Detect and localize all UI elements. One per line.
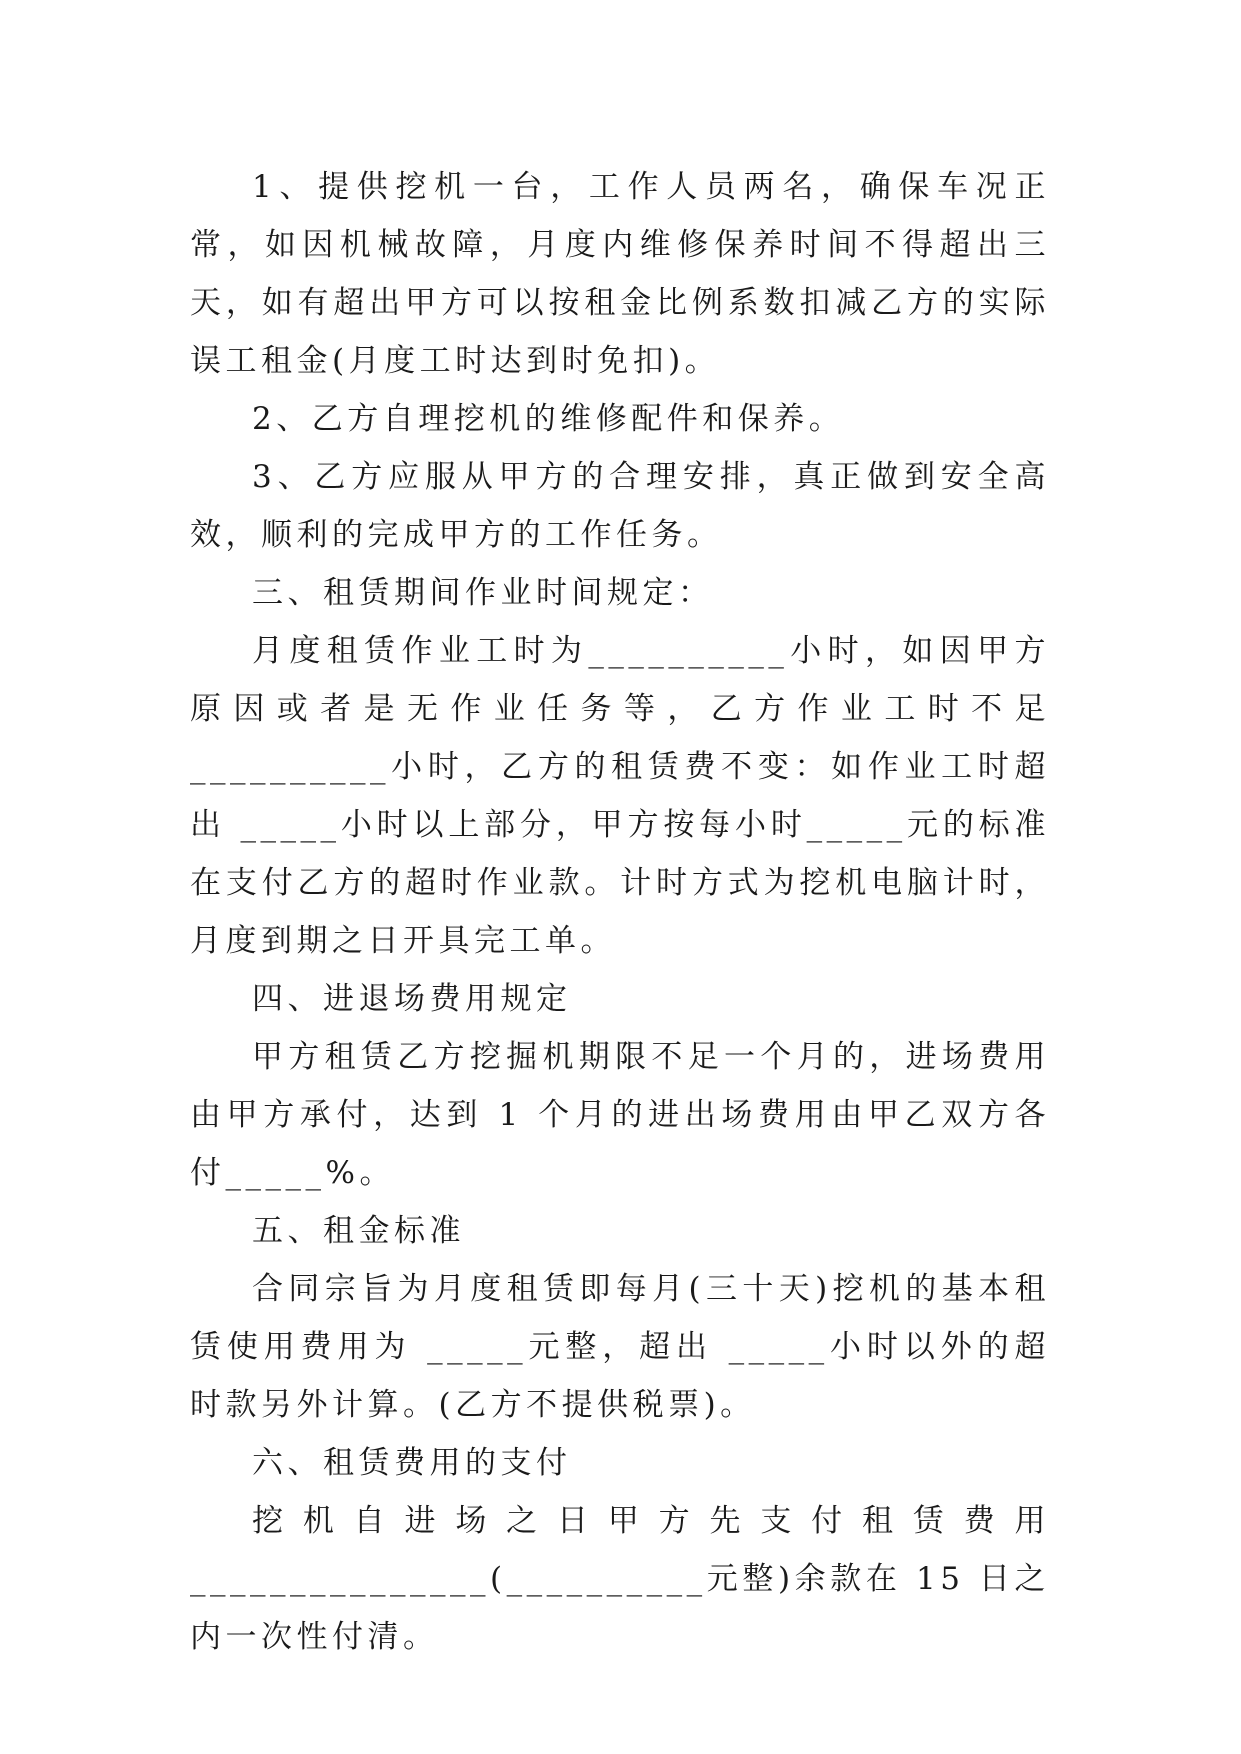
document-page xyxy=(190,158,1050,1666)
clause-3-paragraph: 3、乙方应服从甲方的合理安排，真正做到安全高效，顺利的完成甲方的工作任务。 xyxy=(190,459,1050,553)
payment-paragraph: 挖机自进场之日甲方先支付租赁费用_______________(__________元整)余款在 15 日之内一次性付清。 xyxy=(190,1503,1050,1655)
entry-exit-fee-paragraph: 甲方租赁乙方挖掘机期限不足一个月的，进场费用由甲方承付，达到 1 个月的进出场费用由甲乙双方各付_____%。 xyxy=(190,1039,1050,1191)
rent-standard-paragraph: 合同宗旨为月度租赁即每月(三十天)挖机的基本租赁使用费用为 _____元整，超出 _____小时以外的超时款另外计算。(乙方不提供税票)。 xyxy=(190,1271,1050,1423)
clause-1-paragraph: 1、提供挖机一台，工作人员两名，确保车况正常，如因机械故障，月度内维修保养时间不得超出三天，如有超出甲方可以按租金比例系数扣减乙方的实际误工租金(月度工时达到时免扣)。 xyxy=(190,169,1050,379)
section-3-heading: 三、租赁期间作业时间规定： xyxy=(252,575,714,611)
work-hours-paragraph: 月度租赁作业工时为__________小时，如因甲方原因或者是无作业任务等，乙方作业工时不足__________小时，乙方的租赁费不变：如作业工时超出 _____小时以上部分，甲方按每小时_____元的标准在支付乙方的超时作业款。计时方式为挖机电脑计时，月度到期之日开具完工单。 xyxy=(190,633,1050,959)
section-5-heading: 五、租金标准 xyxy=(252,1213,465,1249)
section-6-heading: 六、租赁费用的支付 xyxy=(252,1445,572,1481)
section-4-heading: 四、进退场费用规定 xyxy=(252,981,572,1017)
clause-2-paragraph: 2、乙方自理挖机的维修配件和保养。 xyxy=(252,401,845,437)
